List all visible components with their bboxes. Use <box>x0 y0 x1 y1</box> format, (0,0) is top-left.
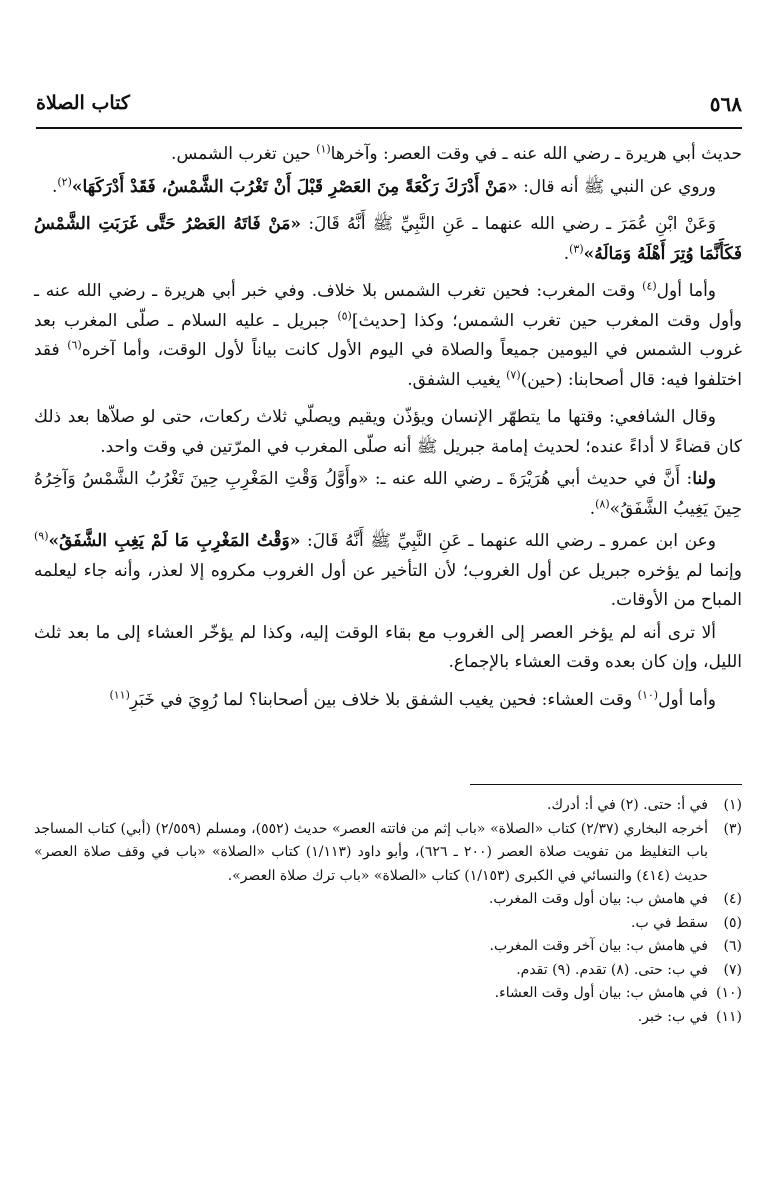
footnote-number: (١١) <box>716 1008 742 1025</box>
paragraph-5: وقال الشافعي: وقتها ما يتطهّر الإنسان ويؤذّن ويقيم ويصلّي ثلاث ركعات، حتى لو صلاّها بعد ذلك كان قضاءً لا أداءً عنده؛ لحديث إمامة جبريل ﷺ أنه صلّى المغرب في المرّتين في وقت واحد. <box>34 407 742 457</box>
footnote-number: (١٠) <box>716 985 742 1001</box>
paragraph-3: وَعَنْ ابْنِ عُمَرَ ـ رضي الله عنهما ـ عَنِ النَّبِيِّ ﷺ أَنَّهُ قَالَ: «مَنْ فَاتَهُ العَصْرُ حَتَّى غَرَبَتِ الشَّمْسُ فَكَأَنَّمَا وُتِرَ أَهْلَهُ وَمَالَهُ»$^{(٣)}$. <box>34 214 742 264</box>
footnote-ref-6[interactable]: (٦) <box>67 338 82 352</box>
hadith-quote: «مَنْ أَدْرَكَ رَكْعَةً مِنَ العَصْرِ قَبْلَ أَنْ تَغْرُبَ الشَّمْسُ، فَقَدْ أَدْرَكَهَا» <box>71 176 518 197</box>
footnote-item <box>34 888 742 912</box>
footnote-ref-4[interactable]: (٤) <box>642 279 657 293</box>
paragraph-7: وعن ابن عمرو ـ رضي الله عنهما ـ عَنِ النَّبِيِّ ﷺ أَنَّهُ قَالَ: «وَقْتُ المَغْرِبِ مَا لَمْ يَغِبِ الشَّفَقُ»$^{(٩)}$ وإنما لم يؤخره جبريل عن أول الغروب؛ لأن التأخير عن أول الغروب مكروه إلا لعذر، وأنه جاء ليعلمه المباح من الأوقات. <box>34 529 742 610</box>
wa-lana-heading: ولنا <box>692 469 716 489</box>
paragraph-4: وأما أول$^{(٤)}$ وقت المغرب: فحين تغرب الشمس بلا خلاف. وفي خبر أبي هريرة ـ رضي الله عنه ـ وأول وقت المغرب حين تغرب الشمس؛ وكذا [حديث]$^{(٥)}$ جبريل ـ عليه السلام ـ صلّى المغرب بعد غروب الشمس في اليومين جميعاً والصلاة في اليوم الأول كانت بياناً لأول الوقت، وأما آخره$^{(٦)}$ فقد اختلفوا فيه: قال أصحابنا: (حين)$^{(٧)}$ يغيب الشفق. <box>34 279 742 390</box>
main-text <box>34 140 742 718</box>
header-rule <box>36 127 742 129</box>
footnote-ref-9[interactable]: (٩) <box>34 529 49 543</box>
footnote-ref-2[interactable]: (٢) <box>57 174 72 188</box>
paragraph-8: ألا ترى أنه لم يؤخر العصر إلى الغروب مع بقاء الوقت إليه، وكذا لم يؤخّر العشاء إلى ما بعد ثلث الليل، وإن كان بعده وقت العشاء بالإجماع. <box>34 622 742 672</box>
footnote-number: (٤) <box>723 891 742 907</box>
footnote-number: (٧) <box>723 961 742 978</box>
footnote-ref-10[interactable]: (١٠) <box>637 687 659 701</box>
footnote-text: في هامش ب: بيان أول وقت المغرب. <box>488 891 708 907</box>
footnote-rule <box>470 784 742 785</box>
paragraph-9: وأما أول$^{(١٠)}$ وقت العشاء: فحين يغيب الشفق بلا خلاف بين أصحابنا؟ لما رُوِيَ في خَبَرِ$^{(١١)}$ <box>109 687 716 710</box>
footnote-number: (٥) <box>723 914 742 931</box>
footnote-text: في أ: حتى. (٢) في أ: أدرك. <box>547 797 708 813</box>
footnote-item <box>34 1006 742 1030</box>
footnote-item <box>34 959 742 983</box>
footnote-ref-11[interactable]: (١١) <box>109 687 130 701</box>
footnote-item <box>34 982 742 1006</box>
footnote-ref-1[interactable]: (١) <box>316 142 331 156</box>
footnote-text: أخرجه البخاري (٢/٣٧) كتاب «الصلاة» «باب إثم من فاتته العصر» حديث (٥٥٢)، ومسلم (٢/٥٥٩) (أبي) كتاب المساجد باب التغليظ من تفويت صلاة العصر (٢٠٠ ـ ٦٢٦)، وأبو داود (١/١١٣) كتاب «الصلاة» «باب في وقف صلاة العصر» حديث (٤١٤) والنسائي في الكبرى (١/١٥٣) كتاب «الصلاة» «باب ترك صلاة العصر». <box>34 820 708 884</box>
footnote-text: في هامش ب: بيان آخر وقت المغرب. <box>489 938 708 954</box>
footnote-ref-3[interactable]: (٣) <box>569 241 584 255</box>
footnote-text: سقط في ب. <box>631 914 708 931</box>
footnote-number: (١) <box>723 797 742 813</box>
page-number: ٥٦٨ <box>709 92 742 116</box>
paragraph-6: ولنا: أَنَّ في حديث أبي هُرَيْرَةَ ـ رضي الله عنه ـ: «وأَوَّلُ وَقْتِ المَغْرِبِ حِينَ تَغْرُبُ الشَّمْسُ وَآخِرُهُ حِينَ يَغِيبُ الشَّفَقُ»$^{(٨)}$. <box>34 469 742 519</box>
hadith-quote: «وَقْتُ المَغْرِبِ مَا لَمْ يَغِبِ الشَّفَقُ» <box>48 531 301 551</box>
paragraph-2: وروي عن النبي ﷺ أنه قال: «مَنْ أَدْرَكَ رَكْعَةً مِنَ العَصْرِ قَبْلَ أَنْ تَغْرُبَ الشَّمْسُ، فَقَدْ أَدْرَكَهَا»$^{(٢)}$. <box>51 174 716 197</box>
footnote-number: (٣) <box>723 820 742 837</box>
footnote-ref-5[interactable]: (٥) <box>337 308 352 322</box>
footnote-ref-7[interactable]: (٧) <box>506 367 521 381</box>
footnote-ref-8[interactable]: (٨) <box>595 496 610 510</box>
hadith-quote: «مَنْ فَاتَهُ العَصْرُ حَتَّى غَرَبَتِ الشَّمْسُ فَكَأَنَّمَا وُتِرَ أَهْلَهُ وَمَالَهُ» <box>34 214 742 264</box>
footnote-text: في ب: خبر. <box>637 1008 708 1025</box>
footnote-item <box>34 794 742 818</box>
page-header <box>36 92 742 122</box>
footnotes <box>34 794 742 1029</box>
paragraph-1: حديث أبي هريرة ـ رضي الله عنه ـ في وقت العصر: وآخرها$^{(١)}$ حين تغرب الشمس. <box>171 142 742 164</box>
footnote-item <box>34 935 742 959</box>
footnote-text: في ب: حتى. (٨) تقدم. (٩) تقدم. <box>516 961 708 978</box>
footnote-number: (٦) <box>723 938 742 954</box>
book-title: كتاب الصلاة <box>36 92 130 114</box>
footnote-item <box>34 818 742 889</box>
footnote-text: في هامش ب: بيان أول وقت العشاء. <box>494 985 708 1001</box>
footnote-item <box>34 912 742 936</box>
